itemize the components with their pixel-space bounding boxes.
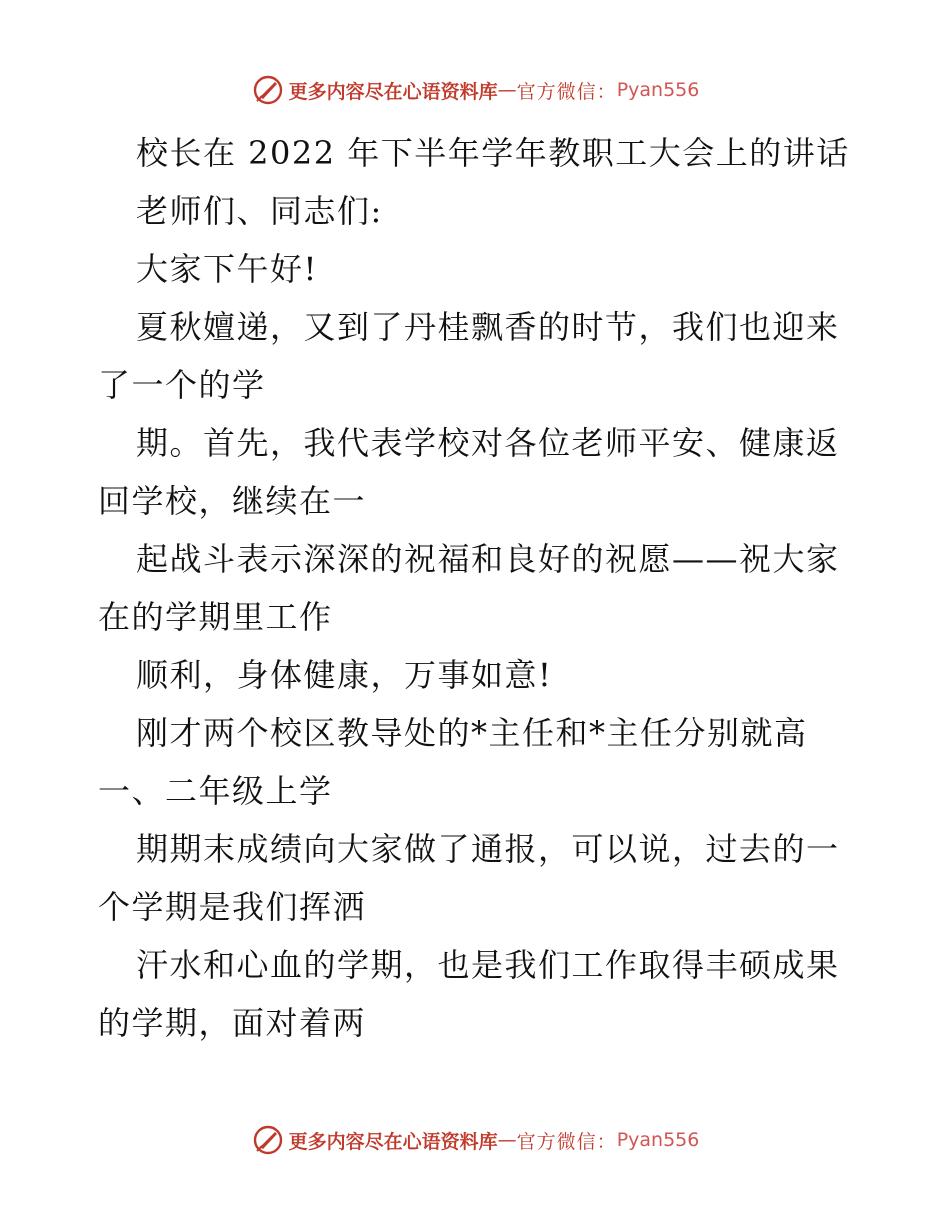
watermark-dash: — [497, 1129, 517, 1151]
text-line: 个学期是我们挥洒 [98, 888, 367, 926]
watermark-header [0, 70, 950, 110]
watermark-brand: 更多内容尽在心语资料库 [288, 80, 498, 103]
watermark-brand: 更多内容尽在心语资料库 [288, 1130, 498, 1153]
watermark-official: 官方微信： [516, 1130, 617, 1153]
text-line: 期。首先，我代表学校对各位老师平安、健康返 [136, 424, 840, 462]
quill-seal-icon [251, 73, 285, 107]
greeting: 大家下午好! [136, 250, 318, 288]
watermark-footer [0, 1120, 950, 1160]
text-line: 回学校，继续在一 [98, 482, 367, 520]
text-line: 夏秋嬗递，又到了丹桂飘香的时节，我们也迎来 [136, 308, 840, 346]
text-line: 期期末成绩向大家做了通报，可以说，过去的一 [136, 830, 840, 868]
text-line: 的学期，面对着两 [98, 1004, 367, 1042]
watermark-dash: — [497, 79, 517, 101]
watermark-handle: Pyan556 [616, 79, 700, 101]
watermark-handle: Pyan556 [616, 1129, 700, 1151]
text-line: 在的学期里工作 [98, 598, 333, 636]
text-line: 了一个的学 [98, 366, 266, 404]
document-title: 校长在 2022 年下半年学年教职工大会上的讲话 [136, 134, 850, 172]
text-line: 起战斗表示深深的祝福和良好的祝愿——祝大家 [136, 540, 840, 578]
text-line: 汗水和心血的学期，也是我们工作取得丰硕成果 [136, 946, 840, 984]
text-line: 刚才两个校区教导处的*主任和*主任分别就高 [136, 714, 808, 752]
quill-seal-icon [251, 1123, 285, 1157]
watermark-official: 官方微信： [516, 80, 617, 103]
text-line: 顺利，身体健康，万事如意! [136, 656, 553, 694]
text-line: 一、二年级上学 [98, 772, 333, 810]
document-body [98, 124, 858, 1052]
salutation: 老师们、同志们: [136, 192, 383, 230]
